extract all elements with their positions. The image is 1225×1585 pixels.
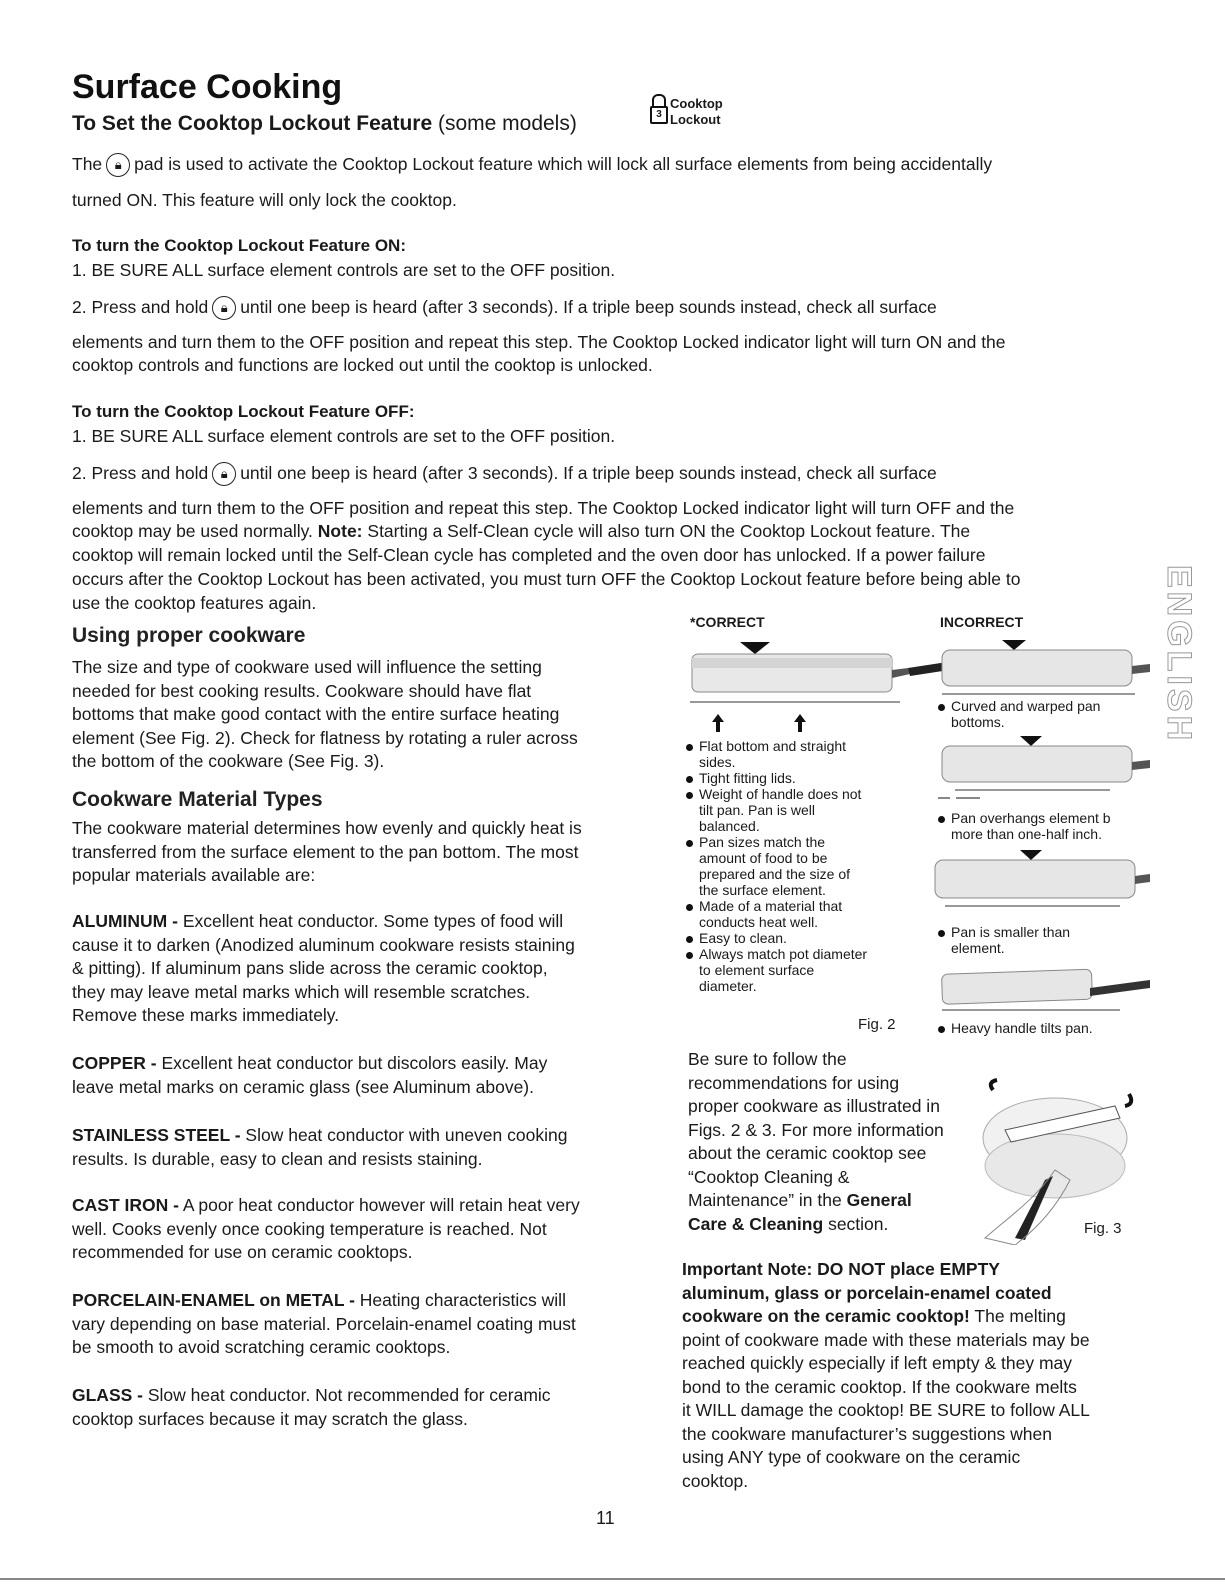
fig3-line: section.	[828, 1213, 889, 1234]
incorrect-caption-4	[938, 1020, 1093, 1036]
aluminum-line: they may leave metal marks which will resemble scratches.	[72, 981, 531, 1002]
aluminum-paragraph	[72, 910, 575, 1028]
cookware-line: element (See Fig. 2). Check for flatness by rotating a ruler across	[72, 727, 578, 748]
correct-item: balanced.	[699, 818, 760, 834]
on-step1: 1. BE SURE ALL surface element controls are set to the OFF position.	[72, 260, 616, 280]
porcelain-label: PORCELAIN-ENAMEL on METAL -	[72, 1290, 355, 1310]
cookware-line: the bottom of the cookware (See Fig. 3).	[72, 751, 385, 771]
off-heading: To turn the Cooktop Lockout Feature OFF:	[72, 402, 415, 421]
porcelain-line: vary depending on base material. Porcelain-enamel coating must	[72, 1313, 576, 1334]
intro-line1	[72, 152, 992, 177]
stainless-paragraph	[72, 1124, 567, 1171]
materials-heading: Cookware Material Types	[72, 788, 323, 811]
correct-item: diameter.	[699, 978, 757, 994]
copper-label: COPPER -	[72, 1053, 157, 1073]
important-bold-line: aluminum, glass or porcelain-enamel coated	[682, 1282, 1052, 1303]
castiron-label: CAST IRON -	[72, 1195, 179, 1215]
intro-line2: turned ON. This feature will only lock the cooktop.	[72, 190, 457, 210]
important-line: using ANY type of cookware on the ceramic	[682, 1447, 1021, 1467]
materials-intro-line: The cookware material determines how evenly and quickly heat is	[72, 818, 582, 838]
important-line: cooktop.	[682, 1470, 749, 1491]
fig3-illustration	[975, 1070, 1150, 1245]
correct-item: Always match pot diameter	[699, 946, 868, 962]
page-title: Surface Cooking	[72, 68, 343, 106]
intro-post: pad is used to activate the Cooktop Lockout feature which will lock all surface elements from being accidentally	[134, 154, 993, 174]
correct-item: tilt pan. Pan is well	[699, 802, 815, 818]
glass-line: cooktop surfaces because it may scratch the glass.	[72, 1408, 468, 1429]
bullet	[686, 776, 693, 783]
correct-item: Made of a material that	[699, 898, 843, 914]
rotate-arrow-icon	[991, 1080, 997, 1090]
correct-item: Tight fitting lids.	[699, 770, 796, 786]
stainless-line: results. Is durable, easy to clean and resists staining.	[72, 1148, 483, 1169]
correct-item: the surface element.	[699, 882, 826, 898]
materials-intro-line: transferred from the surface element to the pan bottom. The most	[72, 841, 579, 862]
off-line6: use the cooktop features again.	[72, 593, 317, 613]
bullet	[686, 792, 693, 799]
castiron-line: recommended for use on ceramic cooktops.	[72, 1242, 413, 1262]
important-line: The melting	[974, 1306, 1066, 1326]
materials-intro-line: popular materials available are:	[72, 865, 316, 885]
note-label: Note:	[317, 521, 363, 541]
correct-item: Easy to clean.	[699, 930, 787, 946]
inc4-line: Heavy handle tilts pan.	[951, 1020, 1093, 1036]
tilted-pan-illustration	[942, 969, 1150, 1010]
correct-item: Pan sizes match the	[699, 834, 826, 850]
fig3-line: Figs. 2 & 3. For more information	[688, 1119, 944, 1140]
correct-item: Flat bottom and straight	[699, 738, 847, 754]
aluminum-line: & pitting). If aluminum pans slide across the ceramic cooktop,	[72, 958, 548, 978]
glass-paragraph	[72, 1384, 551, 1431]
off-line2: elements and turn them to the OFF position and repeat this step. The Cooktop Locked indicator light will turn OFF and the	[72, 498, 1015, 518]
important-bold-line: Important Note: DO NOT place EMPTY	[682, 1259, 1000, 1279]
subtitle-paren: (some models)	[437, 112, 577, 135]
on-step2-pre: 2. Press and hold	[72, 297, 209, 317]
lock-number: 3	[650, 106, 668, 124]
lock-pad-icon: 🔒︎	[212, 462, 236, 486]
copper-text: Excellent heat conductor but discolors easily. May	[161, 1053, 548, 1073]
side-tab-text: ENGLISH	[1160, 565, 1198, 745]
cookware-line: The size and type of cookware used will influence the setting	[72, 657, 542, 677]
lock-pad-icon: 🔒︎	[106, 153, 130, 177]
subtitle-bold: To Set the Cooktop Lockout Feature	[72, 112, 433, 135]
important-line: the cookware manufacturer’s suggestions when	[682, 1423, 1052, 1444]
correct-list	[686, 738, 867, 994]
fig3-line: “Cooktop Cleaning &	[688, 1166, 850, 1187]
correct-item: to element surface	[699, 962, 815, 978]
bullet	[938, 816, 945, 823]
fig3-line: about the ceramic cooktop see	[688, 1143, 927, 1163]
incorrect-label: INCORRECT	[940, 614, 1024, 630]
correct-item: Weight of handle does not	[699, 786, 862, 802]
on-step2-post: until one beep is heard (after 3 seconds). If a triple beep sounds instead, check all surface	[240, 297, 937, 317]
bullet	[938, 930, 945, 937]
cookware-paragraph	[72, 656, 578, 774]
bullet	[938, 1026, 945, 1033]
correct-label: *CORRECT	[690, 614, 765, 630]
inc2-line: more than one-half inch.	[951, 826, 1102, 842]
fig3-line: Maintenance” in the	[688, 1190, 842, 1210]
badge-line1: Cooktop	[670, 96, 723, 111]
warped-pan-illustration	[942, 640, 1150, 694]
fig3-paragraph	[688, 1048, 944, 1236]
castiron-text: A poor heat conductor however will retain heat very	[182, 1195, 580, 1215]
important-line: it WILL damage the cooktop! BE SURE to follow ALL	[682, 1400, 1090, 1420]
off-step2-pre: 2. Press and hold	[72, 463, 209, 483]
bullet	[686, 936, 693, 943]
copper-paragraph	[72, 1052, 547, 1099]
important-bold-line: cookware on the ceramic cooktop!	[682, 1306, 970, 1326]
cookware-line: needed for best cooking results. Cookware should have flat	[72, 680, 532, 701]
off-line3	[72, 519, 970, 543]
glass-label: GLASS -	[72, 1385, 143, 1405]
bullet	[686, 744, 693, 751]
fig3-line: proper cookware as illustrated in	[688, 1096, 940, 1116]
cookware-line: bottoms that make good contact with the entire surface heating	[72, 704, 560, 724]
intro-pre: The	[72, 154, 103, 174]
bullet	[686, 840, 693, 847]
general-bold: General	[846, 1190, 912, 1210]
cookware-heading: Using proper cookware	[72, 624, 306, 647]
inc1-line: Curved and warped pan	[951, 698, 1101, 714]
porcelain-text: Heating characteristics will	[359, 1290, 566, 1310]
inc1-line: bottoms.	[951, 714, 1005, 730]
castiron-line: well. Cooks evenly once cooking temperature is reached. Not	[72, 1218, 547, 1239]
porcelain-line: be smooth to avoid scratching ceramic cooktops.	[72, 1337, 451, 1357]
aluminum-line: Remove these marks immediately.	[72, 1005, 340, 1025]
cooktop-lockout-badge	[650, 92, 760, 136]
on-heading: To turn the Cooktop Lockout Feature ON:	[72, 236, 406, 255]
stainless-label: STAINLESS STEEL -	[72, 1125, 241, 1145]
on-line3: cooktop controls and functions are locked out until the cooktop is unlocked.	[72, 355, 653, 375]
aluminum-text: Excellent heat conductor. Some types of food will	[182, 911, 564, 931]
bullet	[686, 904, 693, 911]
fig3-line: Be sure to follow the	[688, 1049, 847, 1069]
correct-item: prepared and the size of	[699, 866, 850, 882]
care-cleaning-bold: Care & Cleaning	[688, 1213, 824, 1234]
small-pan-illustration	[935, 850, 1150, 906]
off-line5: occurs after the Cooktop Lockout has been activated, you must turn OFF the Cooktop Lockout feature before being able to	[72, 569, 1021, 589]
off-step2	[72, 461, 937, 486]
bottom-rule	[0, 1578, 1225, 1580]
castiron-paragraph	[72, 1194, 580, 1265]
glass-text: Slow heat conductor. Not recommended for ceramic	[147, 1385, 551, 1405]
rotate-arrow-icon	[1125, 1094, 1131, 1106]
on-step2	[72, 295, 937, 320]
off-line3-pre: cooktop may be used normally.	[72, 521, 313, 541]
important-line: point of cookware made with these materials may be	[682, 1329, 1090, 1350]
fig3-label: Fig. 3	[1084, 1220, 1122, 1237]
lock-pad-icon: 🔒︎	[212, 296, 236, 320]
copper-line: leave metal marks on ceramic glass (see Aluminum above).	[72, 1076, 534, 1097]
language-side-tab	[1160, 565, 1200, 745]
off-step2-post: until one beep is heard (after 3 seconds). If a triple beep sounds instead, check all surface	[240, 463, 937, 483]
stainless-text: Slow heat conductor with uneven cooking	[245, 1125, 568, 1145]
aluminum-line: cause it to darken (Anodized aluminum cookware resists staining	[72, 934, 575, 955]
important-note	[682, 1258, 1090, 1493]
porcelain-paragraph	[72, 1289, 576, 1360]
on-line2: elements and turn them to the OFF position and repeat this step. The Cooktop Locked indicator light will turn ON and the	[72, 332, 1006, 352]
correct-item: amount of food to be	[699, 850, 828, 866]
inc3-line: Pan is smaller than	[951, 924, 1071, 940]
incorrect-caption-1	[938, 698, 1100, 730]
important-line: bond to the ceramic cooktop. If the cookware melts	[682, 1376, 1077, 1397]
important-line: reached quickly especially if left empty & they may	[682, 1353, 1073, 1373]
materials-intro	[72, 817, 582, 888]
inc2-line: Pan overhangs element b	[951, 810, 1111, 826]
section-subtitle	[72, 112, 577, 136]
badge-line2: Lockout	[670, 112, 721, 127]
off-line3-post: Starting a Self-Clean cycle will also turn ON the Cooktop Lockout feature. The	[367, 521, 971, 541]
incorrect-caption-2	[938, 810, 1111, 842]
off-step1: 1. BE SURE ALL surface element controls are set to the OFF position.	[72, 426, 616, 446]
page-number: 11	[596, 1508, 615, 1528]
inc3-line: element.	[951, 940, 1005, 956]
aluminum-label: ALUMINUM -	[72, 911, 178, 931]
bullet	[938, 704, 945, 711]
correct-item: sides.	[699, 754, 736, 770]
correct-item: conducts heat well.	[699, 914, 819, 930]
incorrect-caption-3	[938, 924, 1070, 956]
fig2-label: Fig. 2	[858, 1016, 896, 1033]
off-line4: cooktop will remain locked until the Self-Clean cycle has completed and the oven door has unlocked. If a power failure	[72, 545, 986, 565]
bullet	[686, 952, 693, 959]
overhang-pan-illustration	[938, 736, 1150, 798]
fig3-line: recommendations for using	[688, 1072, 900, 1093]
